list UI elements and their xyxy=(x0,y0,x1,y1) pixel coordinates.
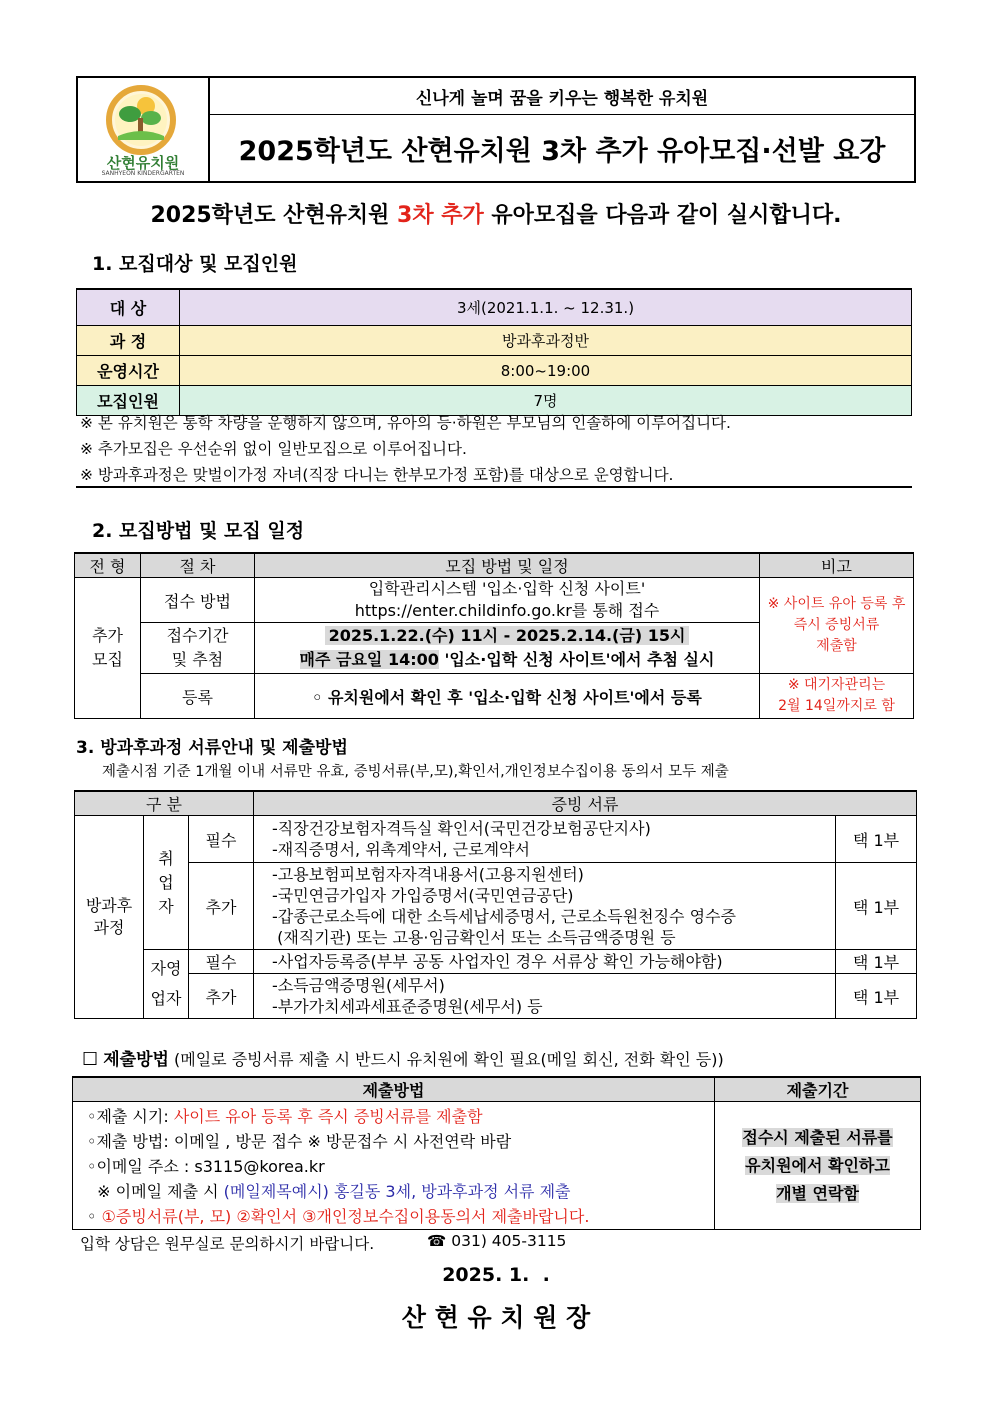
table-row xyxy=(75,674,914,719)
group-label: 취 업 자 xyxy=(144,816,189,950)
category-label: 방과후 과정 xyxy=(75,816,144,1019)
method-line xyxy=(87,1179,714,1204)
recruit-target-table xyxy=(76,288,912,416)
schedule-table xyxy=(74,552,914,719)
method-label: ※ 이메일 제출 시 xyxy=(87,1182,224,1201)
step-detail xyxy=(255,623,760,674)
row-label: 모집인원 xyxy=(77,386,180,416)
phone-number: ☎ 031) 405-3115 xyxy=(427,1232,567,1250)
issue-date: 2025. 1. . xyxy=(442,1264,550,1286)
intro-before: 2025학년도 산현유치원 xyxy=(150,203,398,228)
row-value: 방과후과정반 xyxy=(180,326,912,356)
step-detail xyxy=(255,578,760,623)
note: ※ 본 유치원은 통학 차량을 운행하지 않으며, 유아의 등·하원은 부모님의 인솔하에 이루어집니다. xyxy=(80,414,731,432)
contact-text: 입학 상담은 원무실로 문의하시기 바랍니다. xyxy=(80,1235,375,1253)
period-text: 개별 연락함 xyxy=(776,1183,859,1203)
lottery-rest: '입소·입학 신청 사이트'에서 추첨 실시 xyxy=(438,650,715,669)
mail-subject-example: (메일제목예시) 홍길동 3세, 방과후과정 서류 제출 xyxy=(223,1182,571,1201)
header-box xyxy=(76,76,916,183)
period-line xyxy=(715,1124,920,1152)
type-label: 추가 모집 xyxy=(75,578,141,719)
intro-after: 유아모집을 다음과 같이 실시합니다. xyxy=(483,203,842,228)
row-label: 운영시간 xyxy=(77,356,180,386)
table-row xyxy=(75,816,917,863)
required-docs: ①증빙서류(부, 모) ②확인서 ③개인정보수집이용동의서 제출바랍니다. xyxy=(101,1207,590,1226)
period-highlight: 2025.1.22.(수) 11시 - 2025.2.14.(금) 15시 xyxy=(325,626,690,645)
step-label xyxy=(141,623,255,674)
doc-item: -사업자등록증(부부 공동 사업자인 경우 서류상 확인 가능해야함) xyxy=(272,952,723,971)
detail-line xyxy=(255,648,759,672)
table-row xyxy=(77,326,912,356)
logo xyxy=(78,78,210,181)
method-label: ◦제출 시기: xyxy=(87,1107,174,1126)
type-label: 필수 xyxy=(189,950,254,974)
method-line: ◦이메일 주소 : s3115@korea.kr xyxy=(87,1157,325,1176)
table-header-row xyxy=(75,553,914,578)
method-label: ◦ xyxy=(87,1207,102,1226)
table-row xyxy=(73,1102,921,1230)
doc-list xyxy=(254,974,836,1019)
col-header: 구 분 xyxy=(75,791,254,816)
section3-subtext: 제출시점 기준 1개월 이내 서류만 유효, 증빙서류(부,모),확인서,개인정보수집이용 동의서 모두 제출 xyxy=(102,764,729,780)
submission-heading-bold: 제출방법 xyxy=(103,1050,169,1070)
row-value: 8:00~19:00 xyxy=(180,356,912,386)
doc-item: -재직증명서, 위촉계약서, 근로계약서 xyxy=(272,840,530,859)
doc-list xyxy=(254,950,836,974)
section1-heading: 1. 모집대상 및 모집인원 xyxy=(92,253,298,275)
col-header: 모집 방법 및 일정 xyxy=(255,553,760,578)
method-highlight: 사이트 유아 등록 후 즉시 증빙서류를 제출함 xyxy=(173,1107,483,1126)
table-row xyxy=(75,974,917,1019)
section2-heading: 2. 모집방법 및 모집 일정 xyxy=(92,520,305,542)
table-row xyxy=(75,863,917,950)
intro-line xyxy=(76,198,916,229)
doc-item: -부가가치세과세표준증명원(세무서) 등 xyxy=(272,997,543,1016)
detail-line xyxy=(255,624,759,648)
row-value: 7명 xyxy=(180,386,912,416)
logo-text: 산현유치원 xyxy=(106,154,180,172)
section3-heading: 3. 방과후과정 서류안내 및 제출방법 xyxy=(76,738,348,758)
step-label: 등록 xyxy=(141,674,255,719)
type-label: 추가 xyxy=(189,974,254,1019)
table-row xyxy=(77,356,912,386)
divider xyxy=(76,486,912,488)
doc-item: -고용보험피보험자자격내용서(고용지원센터) xyxy=(272,865,584,884)
submission-heading-rest: (메일로 증빙서류 제출 시 반드시 유치원에 확인 필요(메일 회신, 전화 확인 등)) xyxy=(168,1050,724,1069)
period-line xyxy=(715,1152,920,1180)
doc-count: 택 1부 xyxy=(836,863,917,950)
step-line: 및 추첨 xyxy=(171,650,224,669)
detail-line: 입학관리시스템 '입소·입학 신청 사이트' xyxy=(368,579,646,598)
col-header: 절 차 xyxy=(141,553,255,578)
submission-heading xyxy=(82,1045,724,1070)
type-label: 추가 xyxy=(189,863,254,950)
method-list xyxy=(73,1102,715,1230)
row-label: 과 정 xyxy=(77,326,180,356)
col-header: 전 형 xyxy=(75,553,141,578)
table-row xyxy=(77,289,912,326)
step-line: 접수기간 xyxy=(166,626,229,645)
row-label: 대 상 xyxy=(77,289,180,326)
checkbox-icon: ☐ xyxy=(82,1049,99,1070)
doc-count: 택 1부 xyxy=(836,974,917,1019)
signature: 산 현 유 치 원 장 xyxy=(401,1303,591,1332)
group-label: 자영 업자 xyxy=(144,950,189,1019)
period-text: 유치원에서 확인하고 xyxy=(745,1155,890,1175)
doc-count: 택 1부 xyxy=(836,816,917,863)
col-header: 제출방법 xyxy=(73,1077,715,1102)
logo-subtext: SANHYEON KINDERGARTEN xyxy=(101,170,185,177)
doc-item: (재직기관) 또는 고용·임금확인서 또는 소득금액증명원 등 xyxy=(272,928,676,947)
period-line xyxy=(715,1180,920,1208)
note: ※ 방과후과정은 맞벌이가정 자녀(직장 다니는 한부모가정 포함)를 대상으로 운영합니다. xyxy=(80,466,674,484)
table-header-row xyxy=(73,1077,921,1102)
doc-list xyxy=(254,863,836,950)
documents-table xyxy=(74,790,917,1019)
page-title: 2025학년도 산현유치원 3차 추가 유아모집·선발 요강 xyxy=(238,135,886,167)
type-label: 필수 xyxy=(189,816,254,863)
method-line xyxy=(87,1104,714,1129)
table-row xyxy=(75,950,917,974)
period-cell xyxy=(715,1102,921,1230)
method-line xyxy=(87,1204,714,1229)
col-header: 증빙 서류 xyxy=(254,791,917,816)
doc-item: -국민연금가입자 가입증명서(국민연금공단) xyxy=(272,886,574,905)
lottery-time: 매주 금요일 14:00 xyxy=(299,650,439,669)
doc-list xyxy=(254,816,836,863)
period-text: 접수시 제출된 서류를 xyxy=(742,1127,893,1147)
method-line: ◦제출 방법: 이메일 , 방문 접수 ※ 방문접수 시 사전연락 바람 xyxy=(87,1132,512,1151)
doc-count: 택 1부 xyxy=(836,950,917,974)
col-header: 제출기간 xyxy=(715,1077,921,1102)
row-value: 3세(2021.1.1. ~ 12.31.) xyxy=(180,289,912,326)
table-header-row xyxy=(75,791,917,816)
submission-table xyxy=(72,1076,921,1230)
intro-highlight: 3차 추가 xyxy=(397,203,484,228)
remark: ※ 사이트 유아 등록 후 즉시 증빙서류 제출함 xyxy=(760,578,914,674)
doc-item: -소득금액증명원(세무서) xyxy=(272,976,445,995)
step-label: 접수 방법 xyxy=(141,578,255,623)
doc-item: -직장건강보험자격득실 확인서(국민건강보험공단지사) xyxy=(272,819,651,838)
doc-item: -갑종근로소득에 대한 소득세납세증명서, 근로소득원천징수 영수증 xyxy=(272,907,736,926)
col-header: 비고 xyxy=(760,553,914,578)
detail-line: https://enter.childinfo.go.kr를 통해 접수 xyxy=(354,601,660,620)
note: ※ 추가모집은 우선순위 없이 일반모집으로 이루어집니다. xyxy=(80,440,467,458)
slogan: 신나게 놀며 꿈을 키우는 행복한 유치원 xyxy=(210,78,914,115)
table-row xyxy=(75,578,914,623)
step-detail: ◦ 유치원에서 확인 후 '입소·입학 신청 사이트'에서 등록 xyxy=(255,674,760,719)
remark: ※ 대기자관리는 2월 14일까지로 함 xyxy=(760,674,914,719)
